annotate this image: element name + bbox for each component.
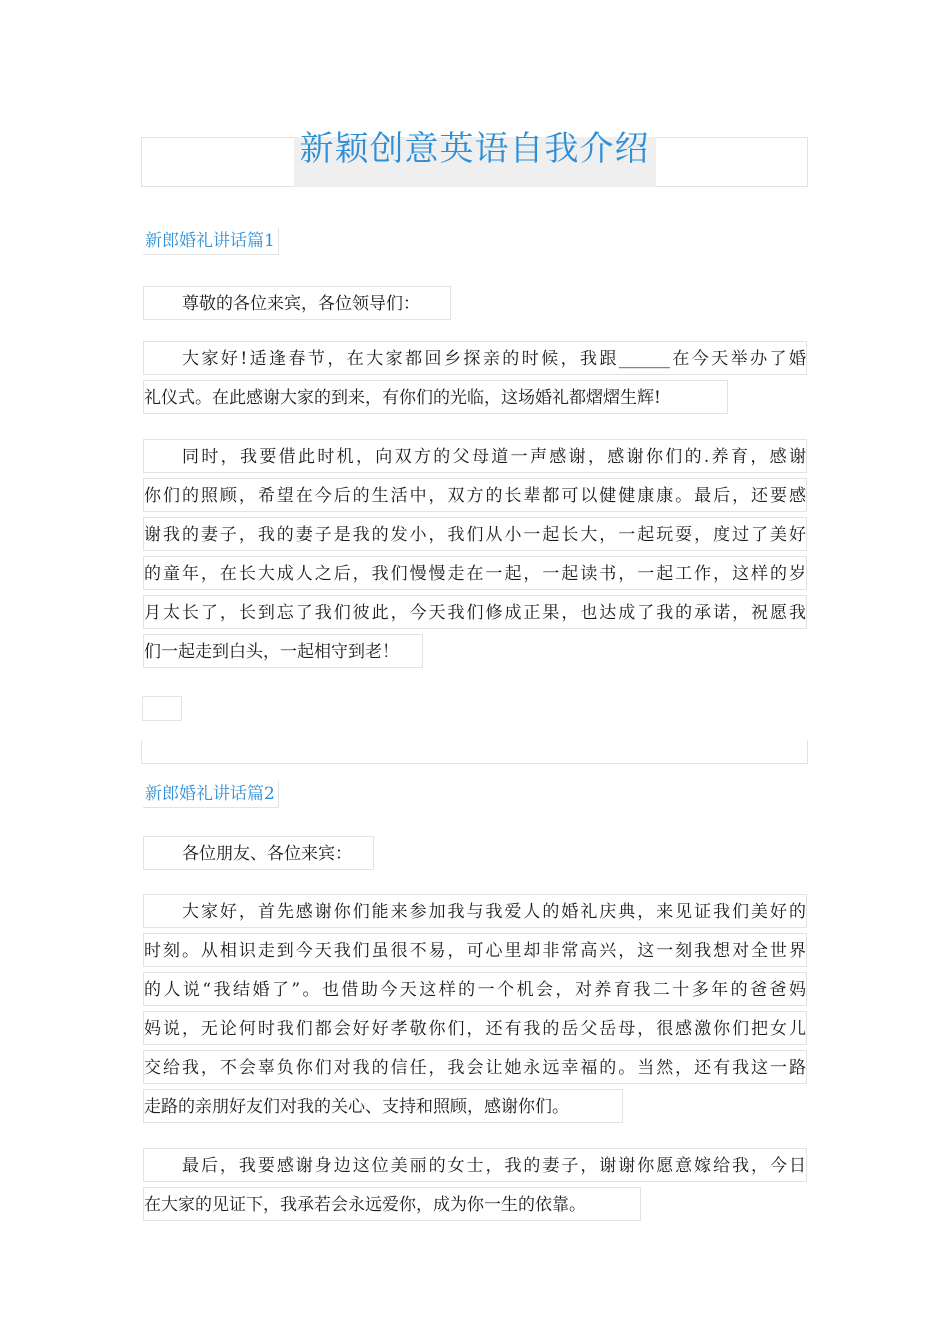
paragraph-line: 们一起走到白头，一起相守到老！	[143, 634, 423, 668]
paragraph-line: 走路的亲朋好友们对我的关心、支持和照顾，感谢你们。	[143, 1089, 623, 1123]
section-heading-2: 新郎婚礼讲话篇2	[143, 781, 279, 808]
paragraph-line: 大家好!适逢春节，在大家都回乡探亲的时候，我跟______在今天举办了婚	[143, 341, 807, 375]
section-heading-1: 新郎婚礼讲话篇1	[143, 228, 279, 255]
paragraph-line: 同时，我要借此时机，向双方的父母道一声感谢，感谢你们的.养育，感谢	[143, 439, 807, 473]
paragraph-line: 月太长了，长到忘了我们彼此，今天我们修成正果，也达成了我的承诺，祝愿我	[143, 595, 807, 629]
salutation-2	[143, 836, 374, 870]
paragraph-line: 的童年，在长大成人之后，我们慢慢走在一起，一起读书，一起工作，这样的岁	[143, 556, 807, 590]
paragraph-line: 你们的照顾，希望在今后的生活中，双方的长辈都可以健健康康。最后，还要感	[143, 478, 807, 512]
paragraph-line: 妈说，无论何时我们都会好好孝敬你们，还有我的岳父岳母，很感激你们把女儿	[143, 1011, 807, 1045]
page-title: 新颖创意英语自我介绍	[299, 129, 650, 169]
paragraph-line: 最后，我要感谢身边这位美丽的女士，我的妻子，谢谢你愿意嫁给我，今日	[143, 1148, 807, 1182]
salutation-text: 尊敬的各位来宾，各位领导们：	[182, 294, 420, 314]
paragraph-line: 礼仪式。在此感谢大家的到来，有你们的光临，这场婚礼都熠熠生辉!	[143, 380, 728, 414]
paragraph-line: 谢我的妻子，我的妻子是我的发小，我们从小一起长大，一起玩耍，度过了美好	[143, 517, 807, 551]
paragraph-line: 在大家的见证下，我承若会永远爱你，成为你一生的依靠。	[143, 1187, 641, 1221]
paragraph-line: 大家好，首先感谢你们能来参加我与我爱人的婚礼庆典，来见证我们美好的	[143, 894, 807, 928]
paragraph-line: 交给我，不会辜负你们对我的信任，我会让她永远幸福的。当然，还有我这一路	[143, 1050, 807, 1084]
paragraph-line: 时刻。从相识走到今天我们虽很不易，可心里却非常高兴，这一刻我想对全世界	[143, 933, 807, 967]
salutation-1	[143, 286, 451, 320]
empty-box	[142, 696, 182, 721]
salutation-text: 各位朋友、各位来宾：	[182, 844, 352, 864]
paragraph-line: 的人说“我结婚了”。也借助今天这样的一个机会，对养育我二十多年的爸爸妈	[143, 972, 807, 1006]
section-divider	[141, 740, 808, 764]
